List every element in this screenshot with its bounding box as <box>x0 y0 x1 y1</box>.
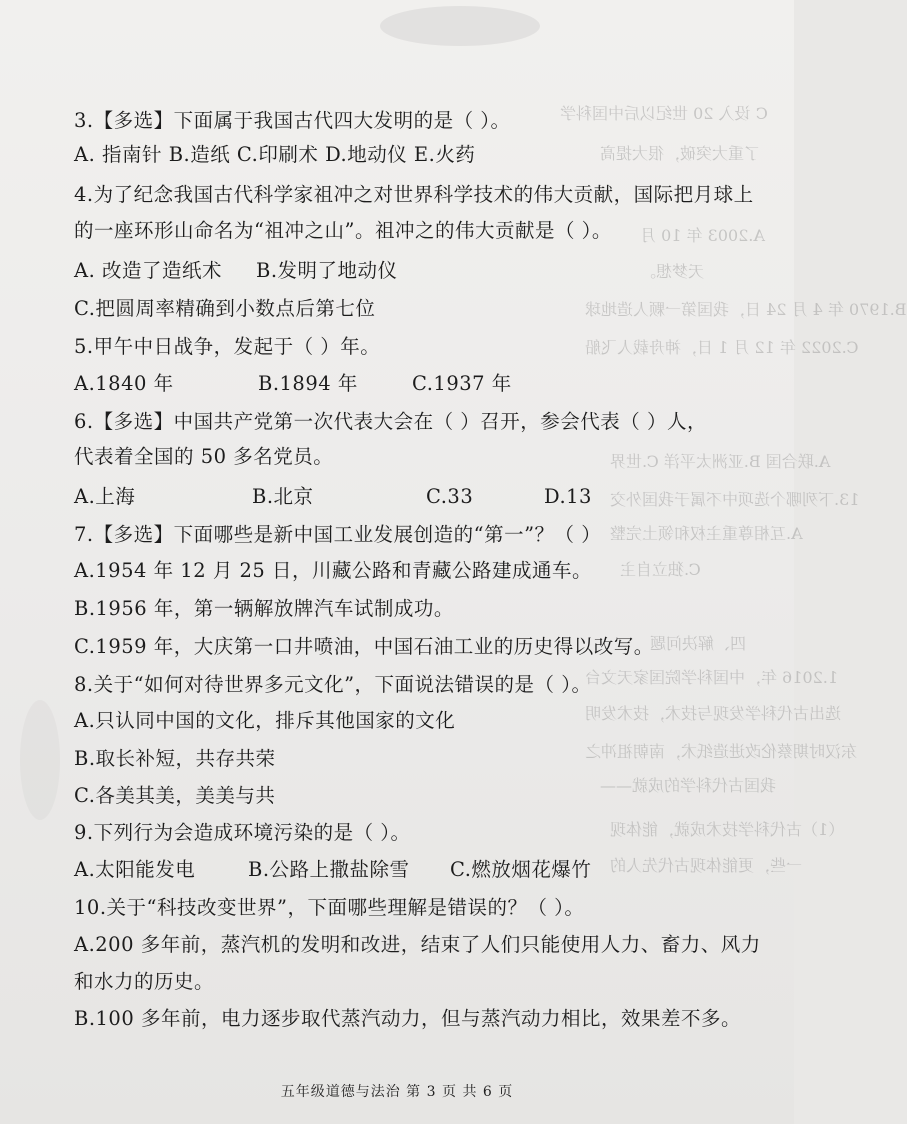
question-10-option-a-line-1: A.200 多年前，蒸汽机的发明和改进，结束了人们只能使用人力、畜力、风力 <box>74 933 761 956</box>
option-d: D.地动仪 <box>325 143 408 166</box>
option-a: A. 改造了造纸术 <box>74 259 222 282</box>
question-8: 8.关于“如何对待世界多元文化”，下面说法错误的是（ ）。 <box>74 673 592 696</box>
question-3-options <box>74 142 475 168</box>
bleed-through-text: C 设入 20 世纪以后中国科学 <box>560 104 768 123</box>
question-8-option-a: A.只认同中国的文化，排斥其他国家的文化 <box>74 709 456 732</box>
option-c: C.1937 年 <box>412 372 512 395</box>
option-a: A. 指南针 <box>74 143 162 166</box>
question-5: 5.甲午中日战争，发起于（ ）年。 <box>74 335 381 358</box>
bleed-through-text: 天梦想。 <box>640 262 705 281</box>
option-b: B.造纸 <box>168 143 231 166</box>
question-9-options <box>74 857 591 883</box>
option-c: C.印刷术 <box>236 143 319 166</box>
question-8-option-c: C.各美其美，美美与共 <box>74 784 276 807</box>
page-footer: 五年级道德与法治 第 3 页 共 6 页 <box>280 1084 514 1100</box>
question-4-option-c: C.把圆周率精确到小数点后第七位 <box>74 297 376 320</box>
question-6-line-2: 代表着全国的 50 多名党员。 <box>74 445 334 468</box>
question-3: 3.【多选】下面属于我国古代四大发明的是（ ）。 <box>74 109 511 132</box>
bleed-through-text: 我国古代科学的成就—— <box>600 776 777 795</box>
option-b: B.公路上撒盐除雪 <box>248 858 410 881</box>
paper-smudge <box>20 700 60 820</box>
question-6-line-1: 6.【多选】中国共产党第一次代表大会在（ ）召开，参会代表（ ）人， <box>74 410 708 433</box>
question-10-option-a-line-2: 和水力的历史。 <box>74 970 215 993</box>
option-a: A.上海 <box>74 485 136 508</box>
question-7: 7.【多选】下面哪些是新中国工业发展创造的“第一”？（ ） <box>74 523 602 546</box>
option-c: C.燃放烟花爆竹 <box>450 858 592 881</box>
option-b: B.北京 <box>252 485 314 508</box>
option-d: D.13 <box>544 485 592 508</box>
bleed-through-text: A.2003 年 10 月 <box>640 226 765 245</box>
bleed-through-text: 一些，更能体现古代先人的 <box>610 856 803 875</box>
bleed-through-text: C.独立自主 <box>620 560 701 579</box>
question-9: 9.下列行为会造成环境污染的是（ ）。 <box>74 821 411 844</box>
question-4-options <box>74 258 398 284</box>
question-7-option-b: B.1956 年，第一辆解放牌汽车试制成功。 <box>74 597 454 620</box>
question-6-options <box>74 484 592 510</box>
question-8-option-b: B.取长补短，共存共荣 <box>74 747 276 770</box>
bleed-through-text: A.联合国 B.亚洲太平洋 C.世界 <box>610 452 831 471</box>
paper-smudge <box>380 6 540 46</box>
bleed-through-text: 选出古代科学发现与技术，技术发明 <box>585 704 842 723</box>
bleed-through-text: 13.下列哪个选项中不属于我国外交 <box>610 490 860 509</box>
option-a: A.1840 年 <box>74 372 174 395</box>
bleed-through-text: 东汉时期蔡伦改进造纸术，南朝祖冲之 <box>585 742 858 761</box>
bleed-through-text: 四、解决问题 <box>650 634 747 653</box>
question-7-option-c: C.1959 年，大庆第一口井喷油，中国石油工业的历史得以改写。 <box>74 635 654 658</box>
bleed-through-text: B.1970 年 4 月 24 日，我国第一颗人造地球 <box>585 300 907 319</box>
bleed-through-text: 1.2016 年，中国科学院国家天文台 <box>585 668 839 687</box>
question-10-option-b: B.100 多年前，电力逐步取代蒸汽动力，但与蒸汽动力相比，效果差不多。 <box>74 1007 741 1030</box>
question-4-line-1: 4.为了纪念我国古代科学家祖冲之对世界科学技术的伟大贡献，国际把月球上 <box>74 183 754 206</box>
question-7-option-a: A.1954 年 12 月 25 日，川藏公路和青藏公路建成通车。 <box>74 559 593 582</box>
option-c: C.33 <box>426 485 474 508</box>
bleed-through-text: 了重大突破，很大提高 <box>600 144 761 163</box>
option-a: A.太阳能发电 <box>74 858 196 881</box>
question-5-options <box>74 371 512 397</box>
option-b: B.1894 年 <box>258 372 358 395</box>
option-e: E.火药 <box>413 143 476 166</box>
option-b: B.发明了地动仪 <box>256 259 398 282</box>
question-10: 10.关于“科技改变世界”，下面哪些理解是错误的？（ ）。 <box>74 896 585 919</box>
question-4-line-2: 的一座环形山命名为“祖冲之山”。祖冲之的伟大贡献是（ ）。 <box>74 219 612 242</box>
bleed-through-text: A.互相尊重主权和领土完整 <box>610 524 803 543</box>
bleed-through-text: C.2022 年 12 月 1 日，神舟载人飞船 <box>585 338 859 357</box>
bleed-through-text: （1）古代科学技术成就，能体现 <box>610 820 845 839</box>
